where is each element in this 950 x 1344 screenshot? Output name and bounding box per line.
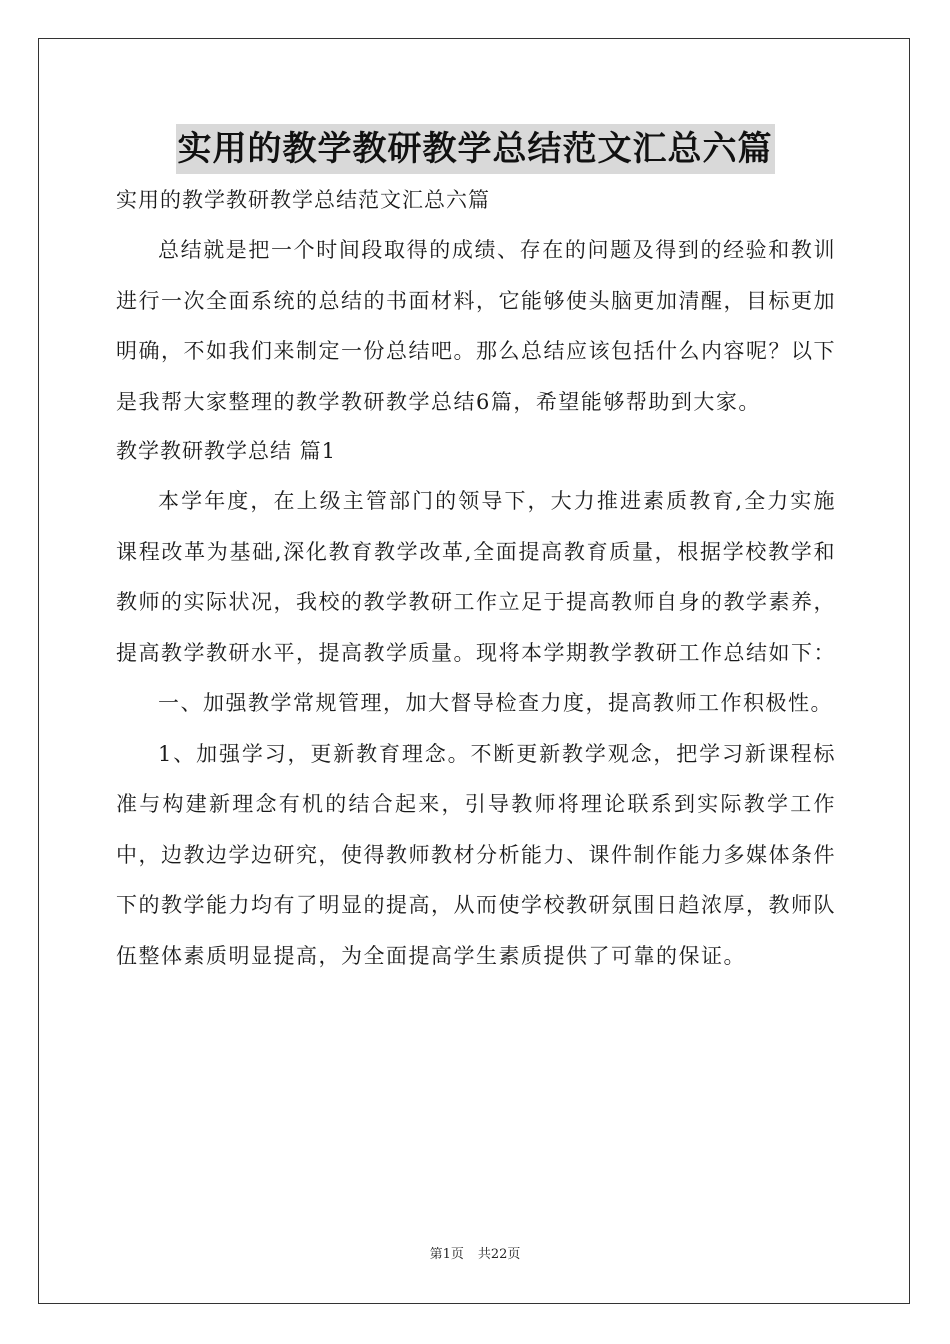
page-number: 第1页 xyxy=(429,1247,464,1262)
body-paragraph: 1、加强学习，更新教育理念。不断更新教学观念，把学习新课程标准与构建新理念有机的结合起来，引导教师将理论联系到实际教学工作中，边教边学边研究，使得教师教材分析能力、课件制作能力多媒体条件下的教学能力均有了明显的提高，从而使学校教研氛围日趋浓厚，教师队伍整体素质明显提高，为全面提高学生素质提供了可靠的保证。 xyxy=(116,741,836,968)
page-total: 共22页 xyxy=(477,1247,521,1262)
title-area xyxy=(0,124,950,174)
document-body xyxy=(116,176,836,981)
section-heading: 教学教研教学总结 篇1 xyxy=(116,439,337,463)
intro-paragraph: 总结就是把一个时间段取得的成绩、存在的问题及得到的经验和教训进行一次全面系统的总结的书面材料，它能够使头脑更加清醒，目标更加明确，不如我们来制定一份总结吧。那么总结应该包括什么内容呢？以下是我帮大家整理的教学教研教学总结6篇，希望能够帮助到大家。 xyxy=(116,238,836,414)
page-footer xyxy=(0,1243,950,1262)
body-paragraph: 一、加强教学常规管理，加大督导检查力度，提高教师工作积极性。 xyxy=(158,691,833,715)
document-subtitle: 实用的教学教研教学总结范文汇总六篇 xyxy=(116,188,490,212)
document-title: 实用的教学教研教学总结范文汇总六篇 xyxy=(176,124,775,174)
body-paragraph: 本学年度，在上级主管部门的领导下，大力推进素质教育,全力实施课程改革为基础,深化教育教学改革,全面提高教育质量，根据学校教学和教师的实际状况，我校的教学教研工作立足于提高教师自身的教学素养，提高教学教研水平，提高教学质量。现将本学期教学教研工作总结如下： xyxy=(116,489,836,665)
